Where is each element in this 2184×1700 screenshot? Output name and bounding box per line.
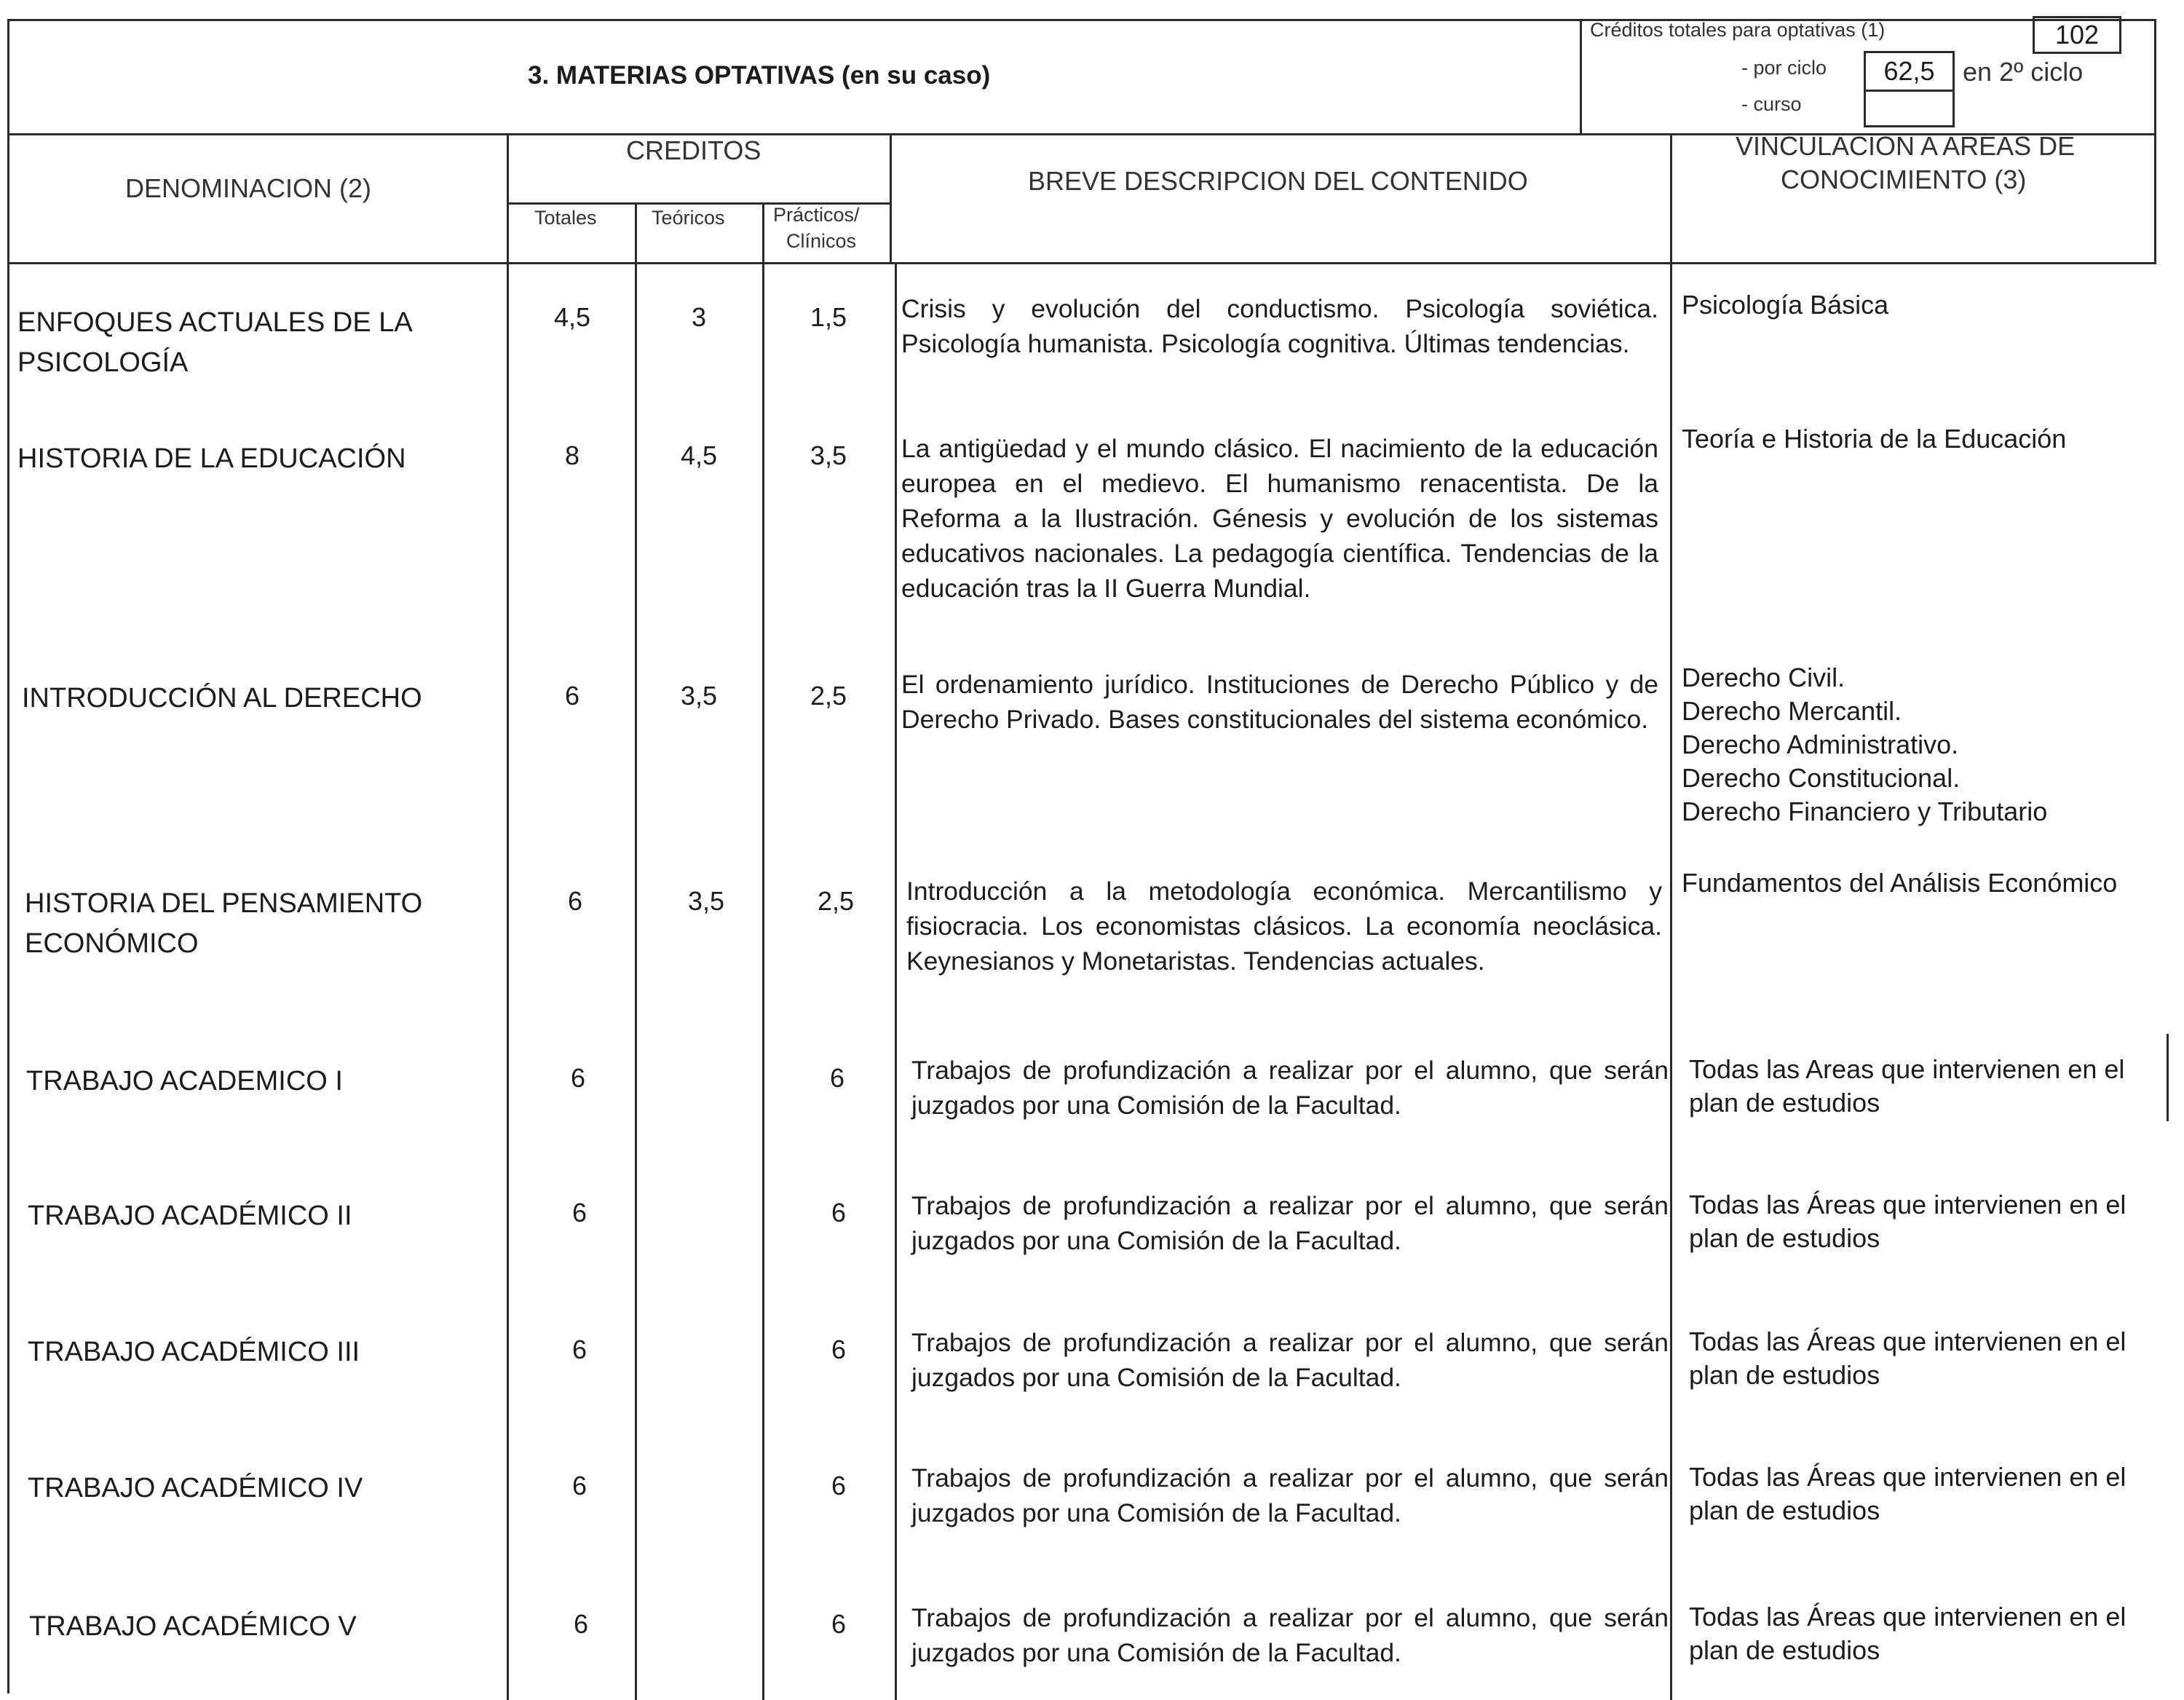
por-ciclo-suffix: en 2º ciclo xyxy=(1963,57,2084,87)
row-7-totales: 6 xyxy=(571,1335,587,1364)
curso-box xyxy=(1864,90,1955,127)
row-5-name xyxy=(26,1061,343,1102)
row-2-descripcion: La antigüedad y el mundo clásico. El nacimiento de la educación europea en el medievo. El humanismo renacentista. De la Reforma a la Ilustración. Génesis y evolución de los sistemas educativos nacionales. La pedagogía científica. Tendencias de la educación tras la II Guerra Mundial. xyxy=(901,434,1658,603)
sub-col-divider-1 xyxy=(635,202,637,264)
row-9-practicos: 6 xyxy=(831,1609,847,1639)
col-divider-desc xyxy=(890,133,892,264)
row-3-area-2: Derecho Mercantil. xyxy=(1682,696,1902,726)
row-9-area-1: Todas las Áreas que intervienen en el xyxy=(1689,1602,2126,1632)
row-3-practicos: 2,5 xyxy=(810,681,847,711)
por-ciclo-box xyxy=(1864,51,1955,92)
body-col-divider-areas xyxy=(1670,262,1672,1700)
row-7-descripcion: Trabajos de profundización a realizar por el alumno, que serán juzgados por una Comisión de la Facultad. xyxy=(911,1328,1669,1392)
row-4-name-line-1: HISTORIA DEL PENSAMIENTO xyxy=(25,888,423,919)
table-left-border xyxy=(7,19,9,1693)
row-3-name xyxy=(22,679,422,719)
row-2-totales: 8 xyxy=(564,440,580,470)
section-title: 3. MATERIAS OPTATIVAS (en su caso) xyxy=(528,61,991,90)
row-4-areas xyxy=(1682,866,2169,900)
row-1-teoricos: 3 xyxy=(691,302,707,332)
row-7-area-2: plan de estudios xyxy=(1689,1360,1880,1390)
row-3-area-3: Derecho Administrativo. xyxy=(1682,730,1959,759)
row-9-area-2: plan de estudios xyxy=(1689,1635,1880,1665)
row-1-descripcion: Crisis y evolución del conductismo. Psicología soviética. Psicología humanista. Psicología cognitiva. Últimas tendencias. xyxy=(901,294,1658,358)
row-1-area-1: Psicología Básica xyxy=(1682,290,1889,320)
row-9-areas xyxy=(1689,1600,2169,1667)
row-9-totales: 6 xyxy=(573,1609,589,1639)
row-4-name-line-2: ECONÓMICO xyxy=(25,928,199,959)
row-9-name-line-1: TRABAJO ACADÉMICO V xyxy=(29,1611,357,1642)
row-7-area-1: Todas las Áreas que intervienen en el xyxy=(1689,1327,2126,1356)
row-7-practicos: 6 xyxy=(831,1335,847,1364)
row-8-practicos: 6 xyxy=(831,1471,847,1501)
row-6-areas xyxy=(1689,1188,2169,1255)
row-6-area-1: Todas las Áreas que intervienen en el xyxy=(1689,1190,2126,1219)
row-3-name-line-1: INTRODUCCIÓN AL DERECHO xyxy=(22,683,422,713)
column-header-bottom xyxy=(7,262,2156,264)
row-8-name-line-1: TRABAJO ACADÉMICO IV xyxy=(28,1473,363,1503)
row-8-areas xyxy=(1689,1460,2169,1527)
body-col-divider-desc xyxy=(895,262,897,1700)
row-5-practicos: 6 xyxy=(829,1063,845,1093)
row-7-name-line-1: TRABAJO ACADÉMICO III xyxy=(28,1337,360,1367)
row-5-areas xyxy=(1689,1053,2169,1120)
row-4-practicos: 2,5 xyxy=(817,886,855,916)
row-8-area-1: Todas las Áreas que intervienen en el xyxy=(1689,1462,2126,1492)
row-2-name xyxy=(17,439,406,479)
curso-label: - curso xyxy=(1741,93,1802,115)
row-1-practicos: 1,5 xyxy=(810,302,847,332)
row-2-area-1: Teoría e Historia de la Educación xyxy=(1682,424,2067,454)
row-7-areas xyxy=(1689,1325,2169,1392)
row-1-name-line-2: PSICOLOGÍA xyxy=(17,347,189,378)
col-descripcion: BREVE DESCRIPCION DEL CONTENIDO xyxy=(1028,166,1528,196)
row-6-descripcion: Trabajos de profundización a realizar por el alumno, que serán juzgados por una Comisión de la Facultad. xyxy=(911,1191,1669,1255)
row-3-area-5: Derecho Financiero y Tributario xyxy=(1682,796,2048,826)
row-6-totales: 6 xyxy=(571,1198,587,1227)
col-teoricos: Teóricos xyxy=(652,207,725,229)
row-3-teoricos: 3,5 xyxy=(680,681,718,711)
row-1-name xyxy=(17,303,413,383)
row-3-totales: 6 xyxy=(564,681,580,711)
creditos-totales-label: Créditos totales para optativas (1) xyxy=(1590,19,1886,41)
row-4-teoricos: 3,5 xyxy=(687,886,725,916)
sub-col-divider-2 xyxy=(762,202,764,264)
col-divider-areas xyxy=(1670,133,1672,264)
row-9-name xyxy=(29,1607,357,1647)
row-6-area-2: plan de estudios xyxy=(1689,1223,1880,1253)
header-right-border xyxy=(2154,19,2156,135)
body-col-divider-3 xyxy=(762,262,764,1700)
row-8-totales: 6 xyxy=(571,1471,587,1501)
row-4-descripcion: Introducción a la metodología económica. Mercantilismo y fisiocracia. Los economistas clásicos. La economía neoclásica. Keynesianos y Monetaristas. Tendencias actuales. xyxy=(906,877,1662,976)
col-vinculacion-1: VINCULACION A AREAS DE xyxy=(1736,131,2076,161)
por-ciclo-label: - por ciclo xyxy=(1741,57,1827,79)
col-divider-1 xyxy=(507,133,509,264)
col-vinculacion-2: CONOCIMIENTO (3) xyxy=(1781,165,2027,194)
col-practicos-1: Prácticos/ xyxy=(773,204,860,226)
row-2-areas xyxy=(1682,422,2162,456)
row-6-name-line-1: TRABAJO ACADÉMICO II xyxy=(28,1201,352,1231)
row-1-name-line-1: ENFOQUES ACTUALES DE LA xyxy=(17,307,413,338)
col-creditos: CREDITOS xyxy=(626,135,761,165)
row-7-name xyxy=(28,1332,360,1372)
row-1-areas xyxy=(1682,288,2162,322)
body-col-divider-2 xyxy=(635,262,637,1700)
row-8-name xyxy=(28,1468,363,1509)
row-5-descripcion: Trabajos de profundización a realizar por el alumno, que serán juzgados por una Comisión de la Facultad. xyxy=(911,1056,1669,1120)
row-4-area-1: Fundamentos del Análisis Económico xyxy=(1682,868,2118,898)
creditos-totales-box xyxy=(2033,16,2121,54)
row-4-name xyxy=(25,884,422,964)
col-totales: Totales xyxy=(534,207,597,229)
row-8-descripcion: Trabajos de profundización a realizar por el alumno, que serán juzgados por una Comisión de la Facultad. xyxy=(911,1463,1669,1527)
col-practicos-2: Clínicos xyxy=(786,230,857,252)
row-2-name-line-1: HISTORIA DE LA EDUCACIÓN xyxy=(17,443,406,474)
creditos-totales-value: 102 xyxy=(2054,20,2100,50)
col-right-border xyxy=(2154,133,2156,264)
row-4-totales: 6 xyxy=(567,886,583,916)
row-8-area-2: plan de estudios xyxy=(1689,1495,1880,1525)
row-1-totales: 4,5 xyxy=(553,302,591,332)
row-6-name xyxy=(28,1196,352,1236)
row-5-totales: 6 xyxy=(570,1063,586,1093)
row-3-area-1: Derecho Civil. xyxy=(1682,663,1845,692)
row-3-descripcion: El ordenamiento jurídico. Instituciones de Derecho Público y de Derecho Privado. Bases constitucionales del sistema económico. xyxy=(901,670,1658,734)
row-5-area-1: Todas las Areas que intervienen en el xyxy=(1689,1054,2125,1084)
row-2-teoricos: 4,5 xyxy=(680,440,718,470)
row-9-descripcion: Trabajos de profundización a realizar por el alumno, que serán juzgados por una Comisión de la Facultad. xyxy=(911,1603,1669,1667)
row-5-area-2: plan de estudios xyxy=(1689,1088,1880,1118)
row-6-practicos: 6 xyxy=(831,1198,847,1227)
row-3-area-4: Derecho Constitucional. xyxy=(1682,763,1961,793)
col-denominacion: DENOMINACION (2) xyxy=(125,173,372,203)
row-3-areas xyxy=(1682,661,2162,829)
row-2-practicos: 3,5 xyxy=(810,440,847,470)
por-ciclo-value: 62,5 xyxy=(1883,56,1935,86)
body-col-divider-1 xyxy=(507,262,509,1700)
header-credit-divider xyxy=(1580,19,1582,135)
row-5-name-line-1: TRABAJO ACADEMICO I xyxy=(26,1066,343,1096)
